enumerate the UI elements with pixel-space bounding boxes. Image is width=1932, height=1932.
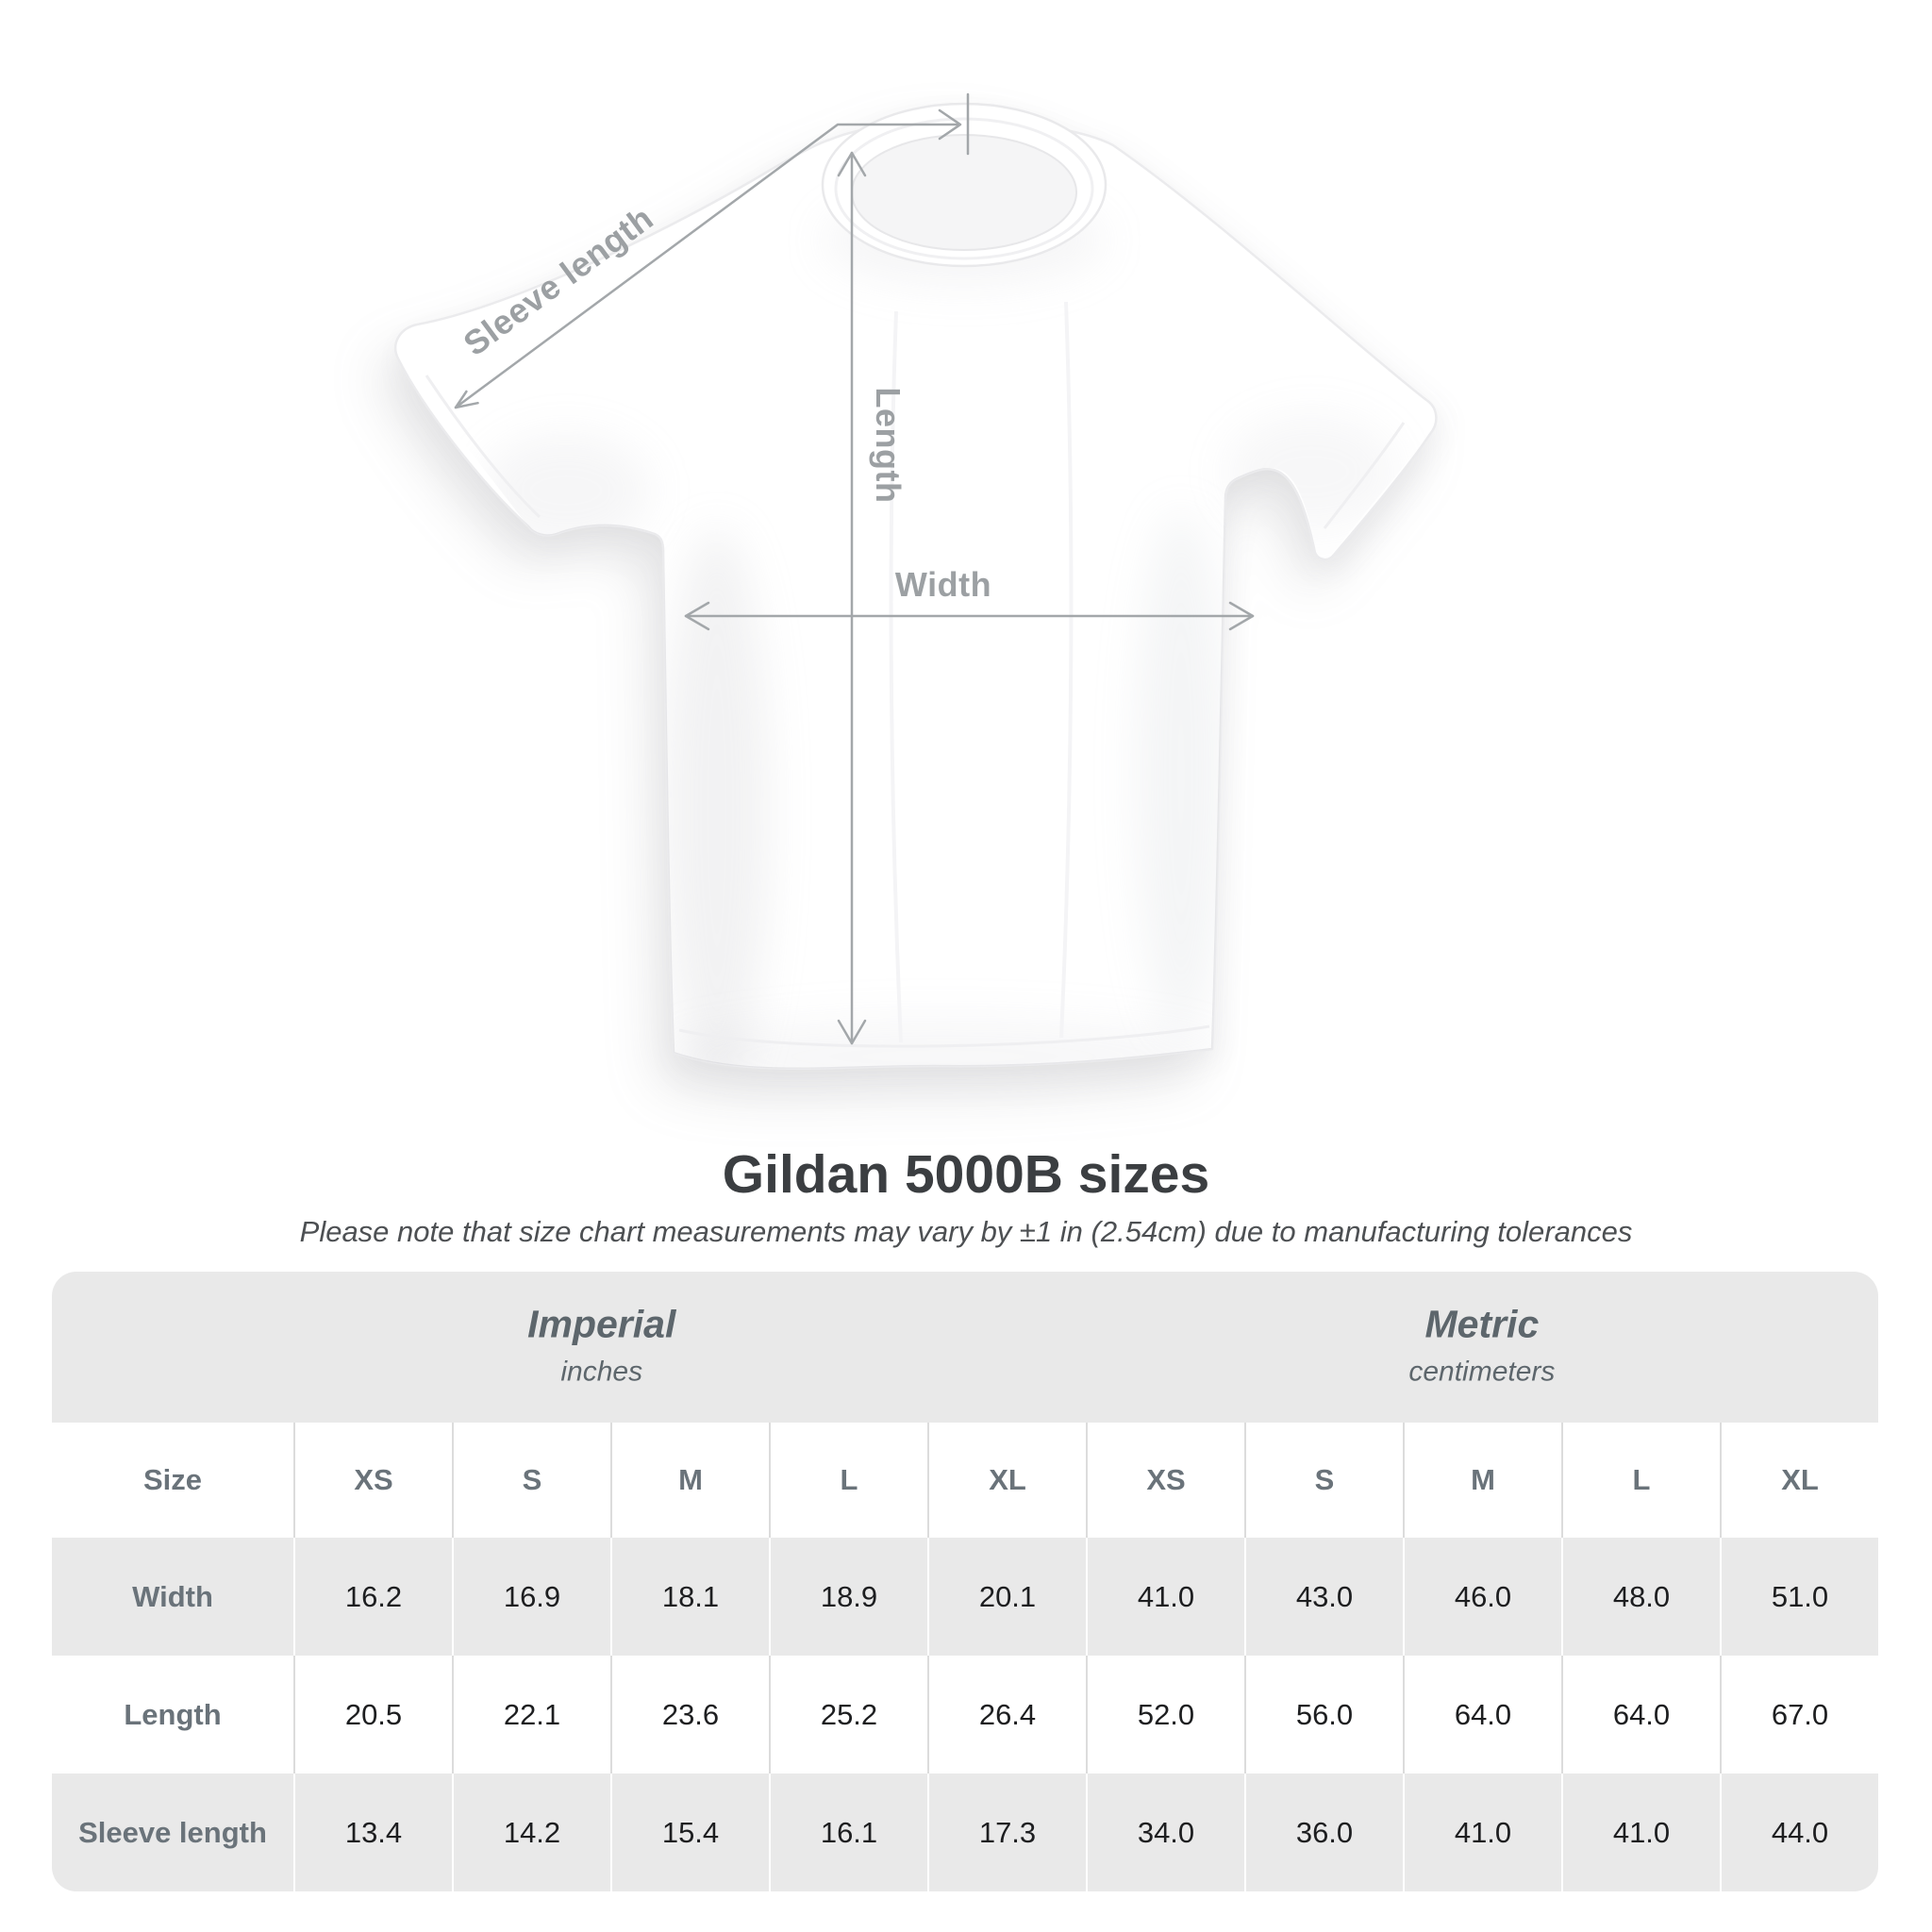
col-header-metric-l: L [1561, 1423, 1720, 1538]
tolerance-note: Please note that size chart measurements may vary by ±1 in (2.54cm) due to manufacturing tolerances [299, 1215, 1633, 1248]
col-header-imperial-m: M [610, 1423, 769, 1538]
metric-title: Metric [1424, 1302, 1540, 1346]
neck-opening [852, 135, 1076, 250]
unit-header-band [52, 1272, 1878, 1423]
length-metric-m: 64.0 [1403, 1656, 1561, 1774]
row-label-length: Length [124, 1697, 222, 1731]
col-header-metric-m: M [1403, 1423, 1561, 1538]
size-header-row [52, 1423, 1878, 1538]
width-metric-s: 43.0 [1244, 1538, 1403, 1656]
size-column-header: Size [142, 1463, 203, 1496]
length-imperial-l: 25.2 [769, 1656, 927, 1774]
sleeve-metric-xs: 34.0 [1086, 1774, 1244, 1891]
col-header-metric-xs: XS [1086, 1423, 1244, 1538]
col-header-metric-xl: XL [1720, 1423, 1878, 1538]
col-header-imperial-s: S [452, 1423, 610, 1538]
col-header-imperial-xs: XS [293, 1423, 452, 1538]
width-metric-m: 46.0 [1403, 1538, 1561, 1656]
table-row-width [52, 1538, 1878, 1656]
row-label-width: Width [132, 1579, 213, 1613]
sleeve-imperial-m: 15.4 [610, 1774, 769, 1891]
sleeve-metric-l: 41.0 [1561, 1774, 1720, 1891]
width-imperial-xs: 16.2 [293, 1538, 452, 1656]
sleeve-metric-xl: 44.0 [1720, 1774, 1878, 1891]
length-metric-l: 64.0 [1561, 1656, 1720, 1774]
imperial-subtitle: inches [560, 1356, 643, 1388]
col-header-metric-s: S [1244, 1423, 1403, 1538]
width-imperial-l: 18.9 [769, 1538, 927, 1656]
table-row-length [52, 1656, 1878, 1774]
length-metric-xs: 52.0 [1086, 1656, 1244, 1774]
width-label: Width [894, 565, 992, 604]
width-metric-xl: 51.0 [1720, 1538, 1878, 1656]
sleeve-imperial-xs: 13.4 [293, 1774, 452, 1891]
page-title: Gildan 5000B sizes [722, 1144, 1210, 1205]
width-metric-xs: 41.0 [1086, 1538, 1244, 1656]
length-label: Length [869, 387, 908, 504]
metric-section-header [1408, 1303, 1555, 1389]
sleeve-imperial-xl: 17.3 [927, 1774, 1086, 1891]
sleeve-imperial-s: 14.2 [452, 1774, 610, 1891]
length-metric-s: 56.0 [1244, 1656, 1403, 1774]
imperial-title: Imperial [527, 1302, 676, 1346]
col-header-imperial-l: L [769, 1423, 927, 1538]
length-imperial-m: 23.6 [610, 1656, 769, 1774]
sleeve-metric-s: 36.0 [1244, 1774, 1403, 1891]
length-imperial-xs: 20.5 [293, 1656, 452, 1774]
sleeve-length-label: Sleeve length [456, 198, 660, 364]
size-table [52, 1272, 1878, 1891]
length-imperial-xl: 26.4 [927, 1656, 1086, 1774]
sleeve-metric-m: 41.0 [1403, 1774, 1561, 1891]
imperial-section-header [527, 1303, 675, 1389]
metric-subtitle: centimeters [1408, 1356, 1556, 1388]
length-imperial-s: 22.1 [452, 1656, 610, 1774]
row-label-sleeve-length: Sleeve length [78, 1815, 267, 1849]
col-header-imperial-xl: XL [927, 1423, 1086, 1538]
sleeve-imperial-l: 16.1 [769, 1774, 927, 1891]
width-imperial-m: 18.1 [610, 1538, 769, 1656]
width-metric-l: 48.0 [1561, 1538, 1720, 1656]
width-imperial-s: 16.9 [452, 1538, 610, 1656]
length-metric-xl: 67.0 [1720, 1656, 1878, 1774]
table-row-sleeve-length [52, 1774, 1878, 1891]
width-imperial-xl: 20.1 [927, 1538, 1086, 1656]
